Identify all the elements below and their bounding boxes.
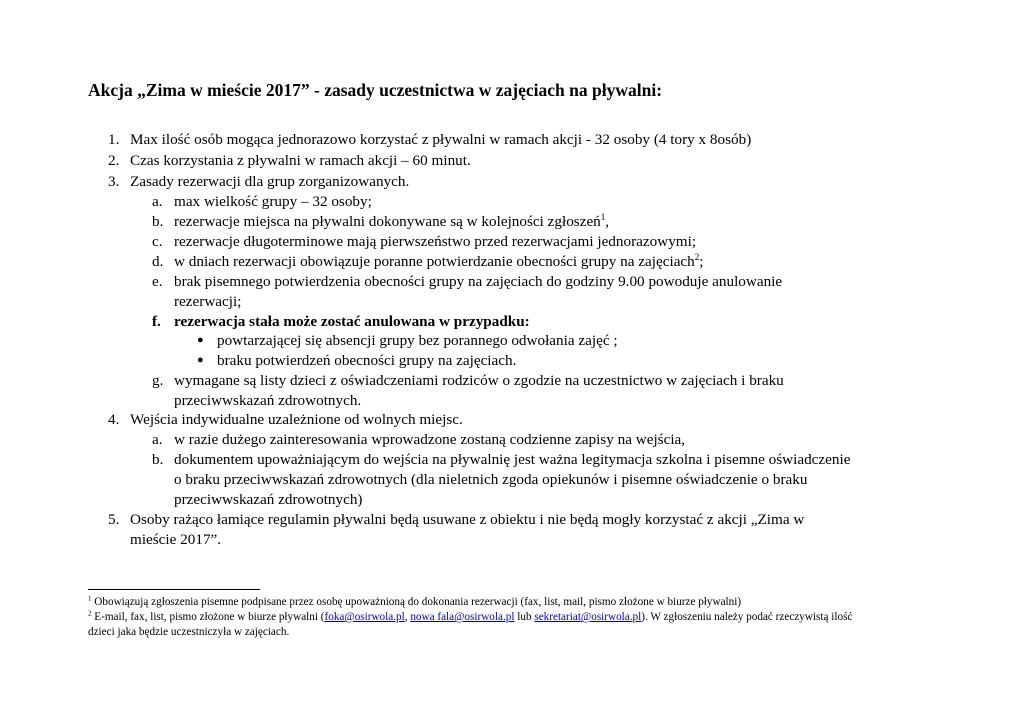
subitem-4b-text-line3: przeciwwskazań zdrowotnych) [174,491,363,508]
item-5-number: 5. [108,511,120,528]
subitem-3b-label: b. [152,213,164,230]
footnote-divider [88,589,260,590]
bullet-icon: ● [197,334,204,346]
item-5-text-line2: mieście 2017”. [130,531,222,548]
email-link-foka[interactable]: foka@osirwola.pl [324,611,405,623]
bullet-icon: ● [197,354,204,366]
footnote-1: $^1$ Obowiązują zgłoszenia pisemne podpisane przez osobę upoważnioną do dokonania rezerwacji (fax, list, mail, pismo złożone w biurze pływalni) [88,594,742,608]
subitem-3e-text-line2: rezerwacji; [174,293,242,310]
item-2-text: Czas korzystania z pływalni w ramach akcji – 60 minut. [130,152,471,169]
subitem-4a-text: w razie dużego zainteresowania wprowadzone zostaną codzienne zapisy na wejścia, [174,431,686,448]
subitem-3a-label: a. [152,193,163,210]
item-4-text: Wejścia indywidualne uzależnione od wolnych miejsc. [130,411,463,428]
subitem-3f-label: f. [152,313,161,330]
item-4-number: 4. [108,411,120,428]
item-5-text-line1: Osoby rażąco łamiące regulamin pływalni będą usuwane z obiektu i nie będą mogły korzystać z akcji „Zima w [130,511,805,528]
footnote-2-continued: dzieci jaka będzie uczestniczyła w zajęciach. [88,626,290,638]
subitem-4b-label: b. [152,451,164,468]
subitem-3d-label: d. [152,253,164,270]
subitem-3e-label: e. [152,273,163,290]
subitem-3f-text: rezerwacja stała może zostać anulowana w przypadku: [174,313,530,330]
subitem-3c-label: c. [152,233,163,250]
footnote-ref-2: 2 [694,251,700,262]
bullet-item-1: powtarzającej się absencji grupy bez porannego odwołania zajęć ; [217,332,618,349]
page-title: Akcja „Zima w mieście 2017” - zasady uczestnictwa w zajęciach na pływalni: [88,80,663,100]
item-3-number: 3. [108,173,120,190]
footnote-ref-1: 1 [600,211,606,222]
subitem-3g-text-line1: wymagane są listy dzieci z oświadczeniami rodziców o zgodzie na uczestnictwo w zajęciach i braku [174,372,784,389]
subitem-3c-text: rezerwacje długoterminowe mają pierwszeństwo przed rezerwacjami jednorazowymi; [174,233,697,250]
subitem-3b-text: rezerwacje miejsca na pływalni dokonywane są w kolejności zgłoszeń$^1$, [174,211,610,230]
subitem-3g-text-line2: przeciwwskazań zdrowotnych. [174,392,362,409]
subitem-3e-text-line1: brak pisemnego potwierdzenia obecności grupy na zajęciach do godziny 9.00 powoduje anulowanie [174,273,783,290]
bullet-item-2: braku potwierdzeń obecności grupy na zajęciach. [217,352,517,369]
footnote-2: $^2$ E-mail, fax, list, pismo złożone w biurze pływalni (foka@osirwola.pl, nowa fala@osirwola.pl lub sekretariat@osirwola.pl). W zgłoszeniu należy podać rzeczywistą ilość [88,609,853,623]
item-1-number: 1. [108,131,120,148]
subitem-3a-text: max wielkość grupy – 32 osoby; [174,193,372,210]
subitem-3d-text: w dniach rezerwacji obowiązuje poranne potwierdzanie obecności grupy na zajęciach$^2$; [174,251,704,270]
item-3-text: Zasady rezerwacji dla grup zorganizowanych. [130,173,410,190]
email-link-sekretariat[interactable]: sekretariat@osirwola.pl [534,611,642,623]
email-link-nowa-fala[interactable]: nowa fala@osirwola.pl [410,611,515,623]
subitem-4b-text-line1: dokumentem upoważniającym do wejścia na pływalnię jest ważna legitymacja szkolna i pisemne oświadczenie [174,451,851,468]
subitem-3g-label: g. [152,372,164,389]
item-2-number: 2. [108,152,120,169]
subitem-4a-label: a. [152,431,163,448]
item-1-text: Max ilość osób mogąca jednorazowo korzystać z pływalni w ramach akcji - 32 osoby (4 tory x 8osób) [130,131,752,148]
subitem-4b-text-line2: o braku przeciwwskazań zdrowotnych (dla nieletnich zgoda opiekunów i pisemne oświadczenie o braku [174,471,808,488]
